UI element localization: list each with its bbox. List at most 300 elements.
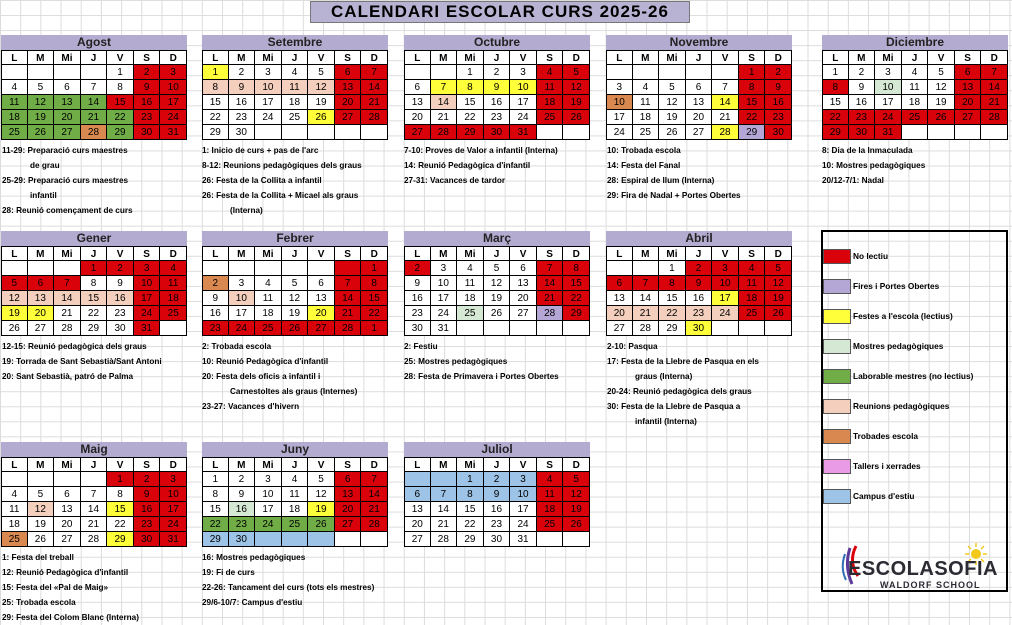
note-line: 26: Festa de la Collita a infantil — [202, 176, 322, 185]
day-cell: 14 — [537, 276, 564, 291]
day-cell: 18 — [902, 95, 929, 110]
day-cell: 21 — [633, 306, 660, 321]
month-calendar — [404, 442, 590, 547]
note-line: 10: Trobada escola — [607, 146, 681, 155]
day-cell: 23 — [849, 110, 876, 125]
day-cell: 12 — [563, 80, 590, 95]
legend — [821, 230, 1008, 592]
month-name: Diciembre — [822, 35, 1008, 50]
month-notes — [202, 339, 402, 414]
day-cell: 5 — [765, 261, 792, 276]
day-cell: 4 — [160, 261, 187, 276]
day-cell: 15 — [563, 276, 590, 291]
day-cell: 13 — [335, 487, 362, 502]
day-cell — [54, 65, 81, 80]
day-cell — [537, 532, 564, 547]
day-cell: 29 — [457, 125, 484, 140]
day-cell: 6 — [335, 472, 362, 487]
day-cell: 3 — [712, 261, 739, 276]
day-cell: 23 — [134, 110, 161, 125]
note-line: 16: Mostres pedagògiques — [202, 553, 306, 562]
day-cell: 11 — [902, 80, 929, 95]
day-cell: 7 — [81, 80, 108, 95]
note-line: 1: Festa del treball — [2, 553, 74, 562]
weekday-header: J — [686, 50, 713, 65]
day-cell: 2 — [765, 65, 792, 80]
month-days-grid — [202, 246, 388, 336]
day-cell: 27 — [28, 321, 55, 336]
day-cell: 13 — [606, 291, 633, 306]
day-cell: 21 — [431, 517, 458, 532]
day-cell: 18 — [739, 291, 766, 306]
day-cell: 27 — [955, 110, 982, 125]
day-cell: 18 — [633, 110, 660, 125]
weekday-header: S — [335, 457, 362, 472]
day-cell: 22 — [202, 517, 229, 532]
day-cell: 16 — [229, 502, 256, 517]
weekday-header: L — [1, 50, 28, 65]
weekday-header: D — [361, 246, 388, 261]
day-cell: 22 — [361, 306, 388, 321]
day-cell: 31 — [134, 321, 161, 336]
day-cell: 28 — [54, 321, 81, 336]
note-line: (Interna) — [230, 206, 263, 215]
legend-label: Reunions pedagògiques — [853, 401, 950, 411]
day-cell: 5 — [563, 472, 590, 487]
note-line: 20: Festa dels oficis a infantil i — [202, 372, 321, 381]
month-days-grid — [202, 50, 388, 140]
day-cell: 26 — [563, 517, 590, 532]
day-cell — [606, 65, 633, 80]
day-cell: 5 — [484, 261, 511, 276]
day-cell: 27 — [54, 532, 81, 547]
month-calendar — [202, 35, 388, 140]
day-cell: 30 — [107, 321, 134, 336]
day-cell: 4 — [282, 472, 309, 487]
day-cell: 16 — [484, 502, 511, 517]
day-cell — [404, 65, 431, 80]
legend-item — [823, 279, 1003, 294]
note-line: 10: Mostres pedagògiques — [822, 161, 926, 170]
day-cell: 5 — [308, 472, 335, 487]
day-cell: 14 — [712, 95, 739, 110]
weekday-header: L — [404, 457, 431, 472]
day-cell — [335, 125, 362, 140]
legend-label: Laborable mestres (no lectius) — [853, 371, 974, 381]
day-cell: 22 — [107, 110, 134, 125]
day-cell: 23 — [765, 110, 792, 125]
weekday-header: D — [563, 246, 590, 261]
day-cell: 12 — [308, 80, 335, 95]
weekday-header: Mi — [255, 246, 282, 261]
day-cell: 25 — [1, 532, 28, 547]
weekday-header: Mi — [54, 457, 81, 472]
day-cell: 17 — [875, 95, 902, 110]
day-cell: 22 — [563, 291, 590, 306]
day-cell: 7 — [361, 65, 388, 80]
weekday-header: M — [849, 50, 876, 65]
month-notes — [404, 143, 604, 188]
weekday-header: J — [282, 50, 309, 65]
day-cell: 29 — [107, 125, 134, 140]
day-cell: 3 — [431, 261, 458, 276]
day-cell: 26 — [484, 306, 511, 321]
weekday-header: M — [28, 50, 55, 65]
day-cell: 29 — [81, 321, 108, 336]
day-cell: 21 — [361, 502, 388, 517]
weekday-header: D — [160, 50, 187, 65]
day-cell — [54, 261, 81, 276]
weekday-header: M — [633, 50, 660, 65]
day-cell: 12 — [1, 291, 28, 306]
day-cell: 16 — [134, 502, 161, 517]
note-line: 30: Festa de la Llebre de Pasqua a — [607, 402, 741, 411]
legend-item — [823, 399, 1003, 414]
day-cell: 29 — [739, 125, 766, 140]
day-cell: 3 — [606, 80, 633, 95]
day-cell: 6 — [54, 80, 81, 95]
month-days-grid — [606, 246, 792, 336]
day-cell: 17 — [431, 291, 458, 306]
month-calendar — [1, 35, 187, 140]
day-cell: 13 — [686, 95, 713, 110]
weekday-header: S — [537, 246, 564, 261]
weekday-header: M — [431, 50, 458, 65]
day-cell: 12 — [563, 487, 590, 502]
weekday-header: J — [902, 50, 929, 65]
day-cell: 5 — [659, 80, 686, 95]
day-cell: 25 — [282, 517, 309, 532]
day-cell: 13 — [404, 95, 431, 110]
note-line: 28: Reunió començament de curs — [2, 206, 133, 215]
day-cell: 28 — [81, 125, 108, 140]
day-cell: 25 — [537, 110, 564, 125]
day-cell: 25 — [457, 306, 484, 321]
day-cell: 16 — [202, 306, 229, 321]
weekday-header: J — [686, 246, 713, 261]
weekday-header: J — [282, 457, 309, 472]
note-line: 23-27: Vacances d'hivern — [202, 402, 300, 411]
day-cell: 21 — [431, 110, 458, 125]
month-notes — [202, 550, 402, 610]
day-cell: 18 — [1, 517, 28, 532]
day-cell: 22 — [822, 110, 849, 125]
day-cell: 11 — [282, 487, 309, 502]
month-calendar — [202, 231, 388, 336]
day-cell: 17 — [606, 110, 633, 125]
day-cell: 20 — [308, 306, 335, 321]
month-calendar — [202, 442, 388, 547]
day-cell: 20 — [54, 110, 81, 125]
weekday-header: L — [1, 246, 28, 261]
weekday-header: M — [28, 246, 55, 261]
day-cell: 14 — [361, 487, 388, 502]
day-cell: 17 — [134, 291, 161, 306]
weekday-header: D — [160, 457, 187, 472]
weekday-header: Mi — [255, 50, 282, 65]
day-cell: 28 — [431, 125, 458, 140]
weekday-header: J — [484, 246, 511, 261]
day-cell: 19 — [1, 306, 28, 321]
weekday-header: L — [606, 50, 633, 65]
day-cell: 13 — [335, 80, 362, 95]
logo-subtitle: WALDORF SCHOOL — [880, 580, 981, 590]
legend-label: No lectiu — [853, 251, 889, 261]
day-cell — [537, 125, 564, 140]
day-cell: 28 — [361, 110, 388, 125]
day-cell: 5 — [1, 276, 28, 291]
weekday-header: L — [606, 246, 633, 261]
day-cell: 15 — [107, 95, 134, 110]
day-cell: 3 — [255, 472, 282, 487]
weekday-header: V — [308, 50, 335, 65]
day-cell: 5 — [308, 65, 335, 80]
day-cell: 30 — [134, 125, 161, 140]
day-cell: 7 — [431, 80, 458, 95]
note-line: 27-31: Vacances de tardor — [404, 176, 506, 185]
day-cell: 5 — [282, 276, 309, 291]
day-cell: 15 — [822, 95, 849, 110]
day-cell: 24 — [510, 517, 537, 532]
day-cell — [361, 532, 388, 547]
note-line: 12: Reunió Pedagògica d'infantil — [2, 568, 129, 577]
day-cell: 24 — [255, 517, 282, 532]
day-cell: 21 — [712, 110, 739, 125]
day-cell: 15 — [107, 502, 134, 517]
day-cell: 25 — [160, 306, 187, 321]
day-cell: 25 — [633, 125, 660, 140]
day-cell: 13 — [510, 276, 537, 291]
weekday-header: Mi — [457, 457, 484, 472]
day-cell: 11 — [633, 95, 660, 110]
month-name: Abril — [606, 231, 792, 246]
day-cell: 6 — [54, 487, 81, 502]
day-cell — [633, 261, 660, 276]
day-cell: 1 — [202, 472, 229, 487]
day-cell: 7 — [54, 276, 81, 291]
day-cell: 19 — [765, 291, 792, 306]
day-cell: 4 — [633, 80, 660, 95]
day-cell: 6 — [308, 276, 335, 291]
day-cell: 14 — [981, 80, 1008, 95]
weekday-header: Mi — [457, 246, 484, 261]
day-cell — [1, 261, 28, 276]
day-cell: 23 — [686, 306, 713, 321]
day-cell: 11 — [537, 80, 564, 95]
day-cell — [361, 125, 388, 140]
day-cell: 1 — [659, 261, 686, 276]
day-cell: 14 — [81, 502, 108, 517]
day-cell: 13 — [404, 502, 431, 517]
day-cell: 11 — [1, 502, 28, 517]
day-cell: 9 — [484, 487, 511, 502]
day-cell: 24 — [160, 110, 187, 125]
day-cell: 15 — [457, 502, 484, 517]
legend-swatch — [823, 339, 851, 354]
day-cell: 17 — [160, 95, 187, 110]
weekday-header: S — [739, 50, 766, 65]
weekday-header: J — [484, 457, 511, 472]
day-cell: 17 — [255, 95, 282, 110]
day-cell: 17 — [712, 291, 739, 306]
day-cell: 2 — [849, 65, 876, 80]
day-cell: 8 — [822, 80, 849, 95]
weekday-header: S — [739, 246, 766, 261]
day-cell: 10 — [510, 487, 537, 502]
day-cell: 20 — [54, 517, 81, 532]
day-cell: 1 — [107, 472, 134, 487]
day-cell: 27 — [606, 321, 633, 336]
day-cell — [1, 65, 28, 80]
weekday-header: M — [229, 457, 256, 472]
day-cell: 5 — [28, 487, 55, 502]
day-cell — [81, 65, 108, 80]
note-line: 25: Mostres pedagògiques — [404, 357, 508, 366]
note-line: 17: Festa de la Llebre de Pasqua en els — [607, 357, 759, 366]
day-cell: 15 — [202, 502, 229, 517]
day-cell: 21 — [981, 95, 1008, 110]
day-cell: 9 — [484, 80, 511, 95]
day-cell: 14 — [633, 291, 660, 306]
day-cell: 8 — [107, 80, 134, 95]
day-cell: 28 — [633, 321, 660, 336]
day-cell: 7 — [81, 487, 108, 502]
day-cell: 29 — [457, 532, 484, 547]
day-cell: 18 — [282, 95, 309, 110]
month-days-grid — [1, 457, 187, 547]
day-cell: 26 — [1, 321, 28, 336]
day-cell — [229, 261, 256, 276]
note-line: 8-12: Reunions pedagògiques dels graus — [202, 161, 362, 170]
day-cell — [54, 472, 81, 487]
note-line: 29: Fira de Nadal + Portes Obertes — [607, 191, 741, 200]
day-cell: 20 — [335, 95, 362, 110]
month-name: Febrer — [202, 231, 388, 246]
note-line: 14: Festa del Fanal — [607, 161, 681, 170]
weekday-header: D — [160, 246, 187, 261]
day-cell: 11 — [282, 80, 309, 95]
day-cell: 27 — [54, 125, 81, 140]
day-cell: 19 — [308, 502, 335, 517]
day-cell — [282, 532, 309, 547]
day-cell: 28 — [537, 306, 564, 321]
legend-label: Festes a l'escola (lectius) — [853, 311, 953, 321]
day-cell: 6 — [955, 65, 982, 80]
day-cell: 16 — [686, 291, 713, 306]
day-cell: 28 — [981, 110, 1008, 125]
day-cell: 21 — [537, 291, 564, 306]
legend-item — [823, 459, 1003, 474]
day-cell: 1 — [739, 65, 766, 80]
legend-label: Fires i Portes Obertes — [853, 281, 940, 291]
day-cell: 19 — [563, 95, 590, 110]
day-cell: 27 — [686, 125, 713, 140]
day-cell: 10 — [431, 276, 458, 291]
day-cell: 8 — [202, 487, 229, 502]
note-line: 28: Espiral de llum (Interna) — [607, 176, 715, 185]
legend-item — [823, 489, 1003, 504]
day-cell — [510, 321, 537, 336]
day-cell: 12 — [484, 276, 511, 291]
day-cell: 3 — [875, 65, 902, 80]
day-cell: 31 — [875, 125, 902, 140]
weekday-header: S — [537, 50, 564, 65]
weekday-header: V — [712, 50, 739, 65]
weekday-header: J — [81, 50, 108, 65]
day-cell: 20 — [510, 291, 537, 306]
weekday-header: Mi — [659, 50, 686, 65]
weekday-header: V — [308, 246, 335, 261]
day-cell — [335, 261, 362, 276]
note-line: 10: Reunió Pedagògica d'infantil — [202, 357, 329, 366]
day-cell: 20 — [686, 110, 713, 125]
day-cell: 3 — [134, 261, 161, 276]
day-cell: 22 — [457, 110, 484, 125]
day-cell: 1 — [107, 65, 134, 80]
day-cell: 21 — [335, 306, 362, 321]
weekday-header: S — [335, 246, 362, 261]
day-cell: 25 — [537, 517, 564, 532]
weekday-header: Mi — [875, 50, 902, 65]
day-cell: 22 — [202, 110, 229, 125]
day-cell: 27 — [308, 321, 335, 336]
day-cell: 4 — [282, 65, 309, 80]
note-line: 1: Inicio de curs + pas de l'arc — [202, 146, 319, 155]
month-notes — [822, 143, 1012, 188]
weekday-header: V — [928, 50, 955, 65]
day-cell: 31 — [160, 532, 187, 547]
day-cell: 30 — [404, 321, 431, 336]
day-cell: 23 — [229, 517, 256, 532]
note-line: 2: Festiu — [404, 342, 438, 351]
day-cell — [81, 472, 108, 487]
day-cell: 1 — [457, 472, 484, 487]
day-cell — [712, 65, 739, 80]
day-cell: 31 — [510, 125, 537, 140]
day-cell: 8 — [563, 261, 590, 276]
weekday-header: S — [134, 246, 161, 261]
day-cell: 24 — [160, 517, 187, 532]
day-cell — [255, 125, 282, 140]
day-cell: 23 — [484, 110, 511, 125]
day-cell: 7 — [712, 80, 739, 95]
day-cell — [955, 125, 982, 140]
day-cell: 24 — [229, 321, 256, 336]
day-cell: 9 — [229, 80, 256, 95]
day-cell: 12 — [765, 276, 792, 291]
month-notes — [2, 143, 202, 218]
day-cell: 22 — [739, 110, 766, 125]
month-notes — [2, 339, 202, 384]
day-cell: 28 — [431, 532, 458, 547]
day-cell: 21 — [81, 517, 108, 532]
month-calendar — [1, 442, 187, 547]
month-name: Novembre — [606, 35, 792, 50]
legend-label: Mostres pedagògiques — [853, 341, 944, 351]
day-cell: 22 — [457, 517, 484, 532]
day-cell — [484, 321, 511, 336]
day-cell: 23 — [202, 321, 229, 336]
day-cell: 30 — [765, 125, 792, 140]
day-cell: 18 — [457, 291, 484, 306]
day-cell: 8 — [457, 80, 484, 95]
month-notes — [202, 143, 402, 218]
day-cell: 22 — [659, 306, 686, 321]
day-cell: 21 — [54, 306, 81, 321]
day-cell: 1 — [457, 65, 484, 80]
day-cell: 16 — [849, 95, 876, 110]
day-cell: 29 — [659, 321, 686, 336]
